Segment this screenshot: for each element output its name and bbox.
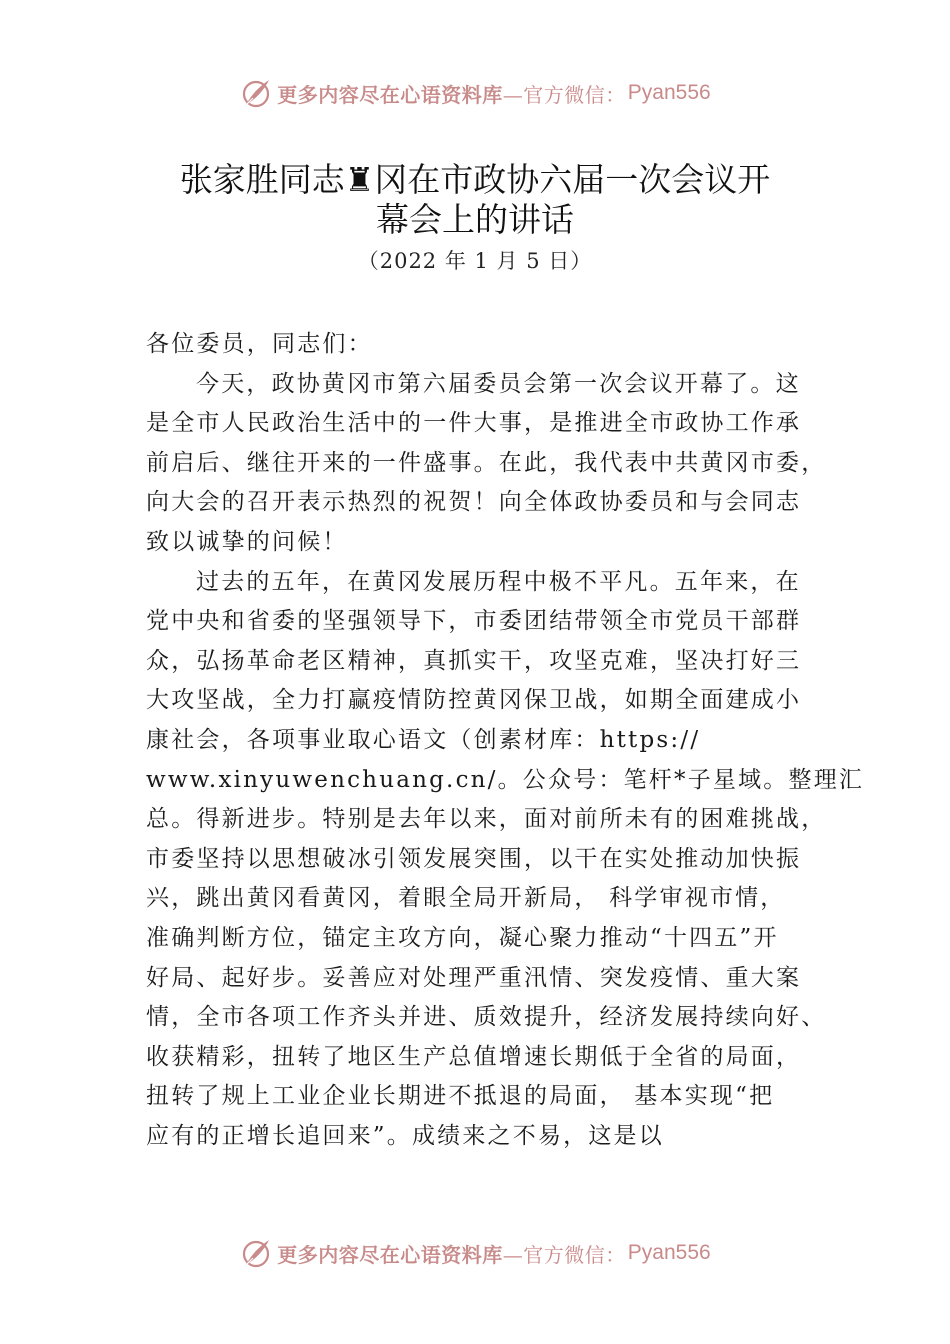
watermark-banner-bottom [0, 1233, 950, 1273]
watermark-banner-top [0, 73, 950, 113]
text-line: 应有的正增长追回来”。成绩来之不易，这是以 [146, 1122, 664, 1149]
speech-body [146, 325, 865, 1156]
text-line: 收获精彩，扭转了地区生产总值增速长期低于全省的局面， [146, 1043, 802, 1070]
text-line: 兴，跳出黄冈看黄冈，着眼全局开新局， 科学审视市情， [146, 885, 786, 912]
page-title [120, 160, 830, 240]
text-line: 向大会的召开表示热烈的祝贺！向全体政协委员和与会同志 [146, 489, 802, 516]
text-line: 过去的五年，在黄冈发展历程中极不平凡。五年来，在 [196, 568, 801, 595]
text-line: 市委坚持以思想破冰引领发展突围，以干在实处推动加快振 [146, 845, 802, 872]
text-line: 大攻坚战，全力打赢疫情防控黄冈保卫战，如期全面建成小 [146, 687, 802, 714]
text-line: 今天，政协黄冈市第六届委员会第一次会议开幕了。这 [196, 370, 801, 397]
text-line: 情，全市各项工作齐头并进、质效提升，经济发展持续向好、 [146, 1004, 827, 1031]
text-line: 是全市人民政治生活中的一件大事，是推进全市政协工作承 [146, 410, 802, 437]
salutation: 各位委员，同志们： [146, 331, 373, 357]
text-line: 党中央和省委的坚强领导下，市委团结带领全市党员干部群 [146, 608, 802, 635]
quill-logo-icon [239, 76, 273, 110]
text-line: 众，弘扬革命老区精神，真抓实干，攻坚克难，坚决打好三 [146, 647, 802, 674]
watermark-wechat-id: Pyan556 [627, 1241, 711, 1264]
text-line: 致以诚挚的问候！ [146, 528, 348, 555]
watermark-text: 更多内容尽在心语资料库—官方微信： [277, 1242, 626, 1267]
title-line-1: 张家胜同志♜冈在市政协六届一次会议开 [179, 160, 771, 199]
text-line: 总。得新进步。特别是去年以来，面对前所未有的困难挑战， [146, 806, 827, 833]
text-line: 前启后、继往开来的一件盛事。在此，我代表中共黄冈市委， [146, 449, 827, 476]
text-line: www.xinyuwenchuang.cn/。公众号：笔杆*子星域。整理汇 [146, 766, 865, 793]
text-line: 扭转了规上工业企业长期进不抵退的局面， 基本实现“把 [146, 1083, 775, 1110]
text-line: 康社会，各项事业取心语文（创素材库：https:// [146, 726, 701, 753]
watermark-text: 更多内容尽在心语资料库—官方微信： [277, 82, 626, 107]
text-line: 准确判断方位，锚定主攻方向，凝心聚力推动“十四五”开 [146, 924, 779, 951]
speech-date: （2022 年 1 月 5 日） [357, 249, 593, 273]
title-line-2: 幕会上的讲话 [376, 200, 574, 239]
quill-logo-icon [239, 1236, 273, 1270]
watermark-wechat-id: Pyan556 [627, 81, 711, 104]
text-line: 好局、起好步。妥善应对处理严重汛情、突发疫情、重大案 [146, 964, 802, 991]
